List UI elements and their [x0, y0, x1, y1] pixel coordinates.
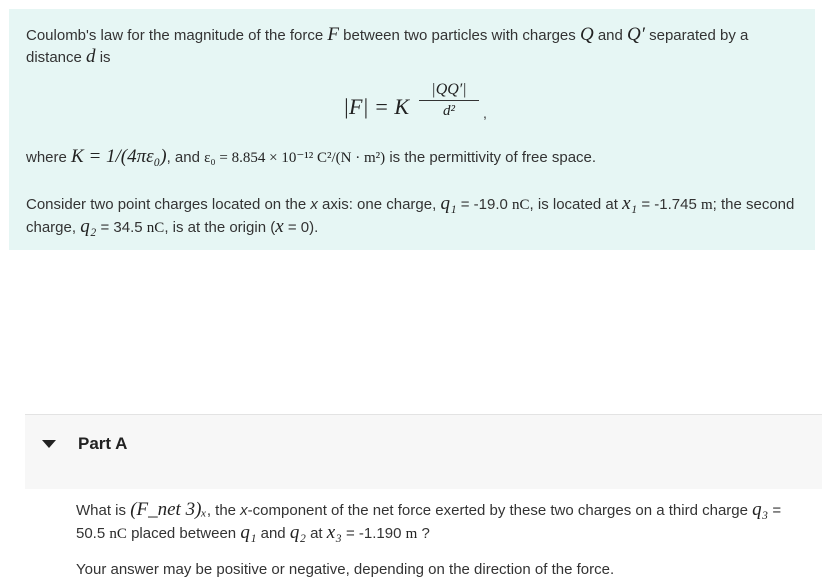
unit-m: m: [700, 197, 713, 213]
axis-x: x: [240, 502, 248, 519]
unit-nC: nC: [109, 526, 127, 542]
var-Q: Q: [579, 24, 594, 45]
question-text: What is: [76, 502, 127, 519]
coulomb-law-paragraph: [26, 24, 801, 68]
equation-fraction: [419, 81, 479, 120]
var-fnet3-x: (F_net 3)ₓ: [130, 499, 207, 520]
intro-text: is the permittivity of free space.: [389, 149, 597, 166]
question-text: , the: [206, 502, 236, 519]
intro-text: separated by a distance: [26, 27, 749, 66]
var-x3: x₃: [326, 522, 342, 543]
constants-paragraph: [26, 146, 801, 169]
equation-comma: ,: [483, 105, 487, 121]
question-text: at: [310, 525, 323, 542]
part-a-header[interactable]: [25, 414, 822, 489]
intro-text: between two particles with charges: [343, 27, 576, 44]
unit-nC: nC: [146, 220, 165, 236]
part-a-note: Your answer may be positive or negative, depending on the direction of the force.: [76, 561, 615, 578]
q3-value: = 50.5: [76, 502, 782, 542]
q2-value: = 34.5: [100, 219, 143, 236]
intro-text: ; the second charge,: [26, 196, 795, 236]
unit-m: m: [405, 526, 418, 542]
axis-x: x: [310, 196, 318, 213]
intro-text: Consider two point charges located on the: [26, 196, 307, 213]
var-q3: q₃: [752, 499, 769, 520]
var-q2: q₂: [80, 216, 97, 237]
var-q1: q₁: [240, 522, 257, 543]
intro-text: = 0).: [287, 219, 319, 236]
equation-lhs: |F| = K: [343, 94, 410, 119]
var-Q-prime: Q′: [627, 24, 645, 45]
intro-text: axis: one charge,: [322, 196, 437, 213]
problem-intro-panel: [9, 9, 815, 250]
question-text: placed between: [131, 525, 237, 542]
question-text: and: [260, 525, 286, 542]
intro-text: , is at the origin (: [164, 219, 276, 236]
var-F: F: [327, 24, 339, 45]
part-a-title[interactable]: Part A: [78, 434, 128, 453]
k-definition: K = 1/(4πε₀): [71, 146, 167, 167]
q1-value: = -19.0: [460, 196, 508, 213]
collapse-caret-icon[interactable]: [42, 440, 56, 448]
intro-text: , and: [166, 149, 200, 166]
x1-value: = -1.745: [641, 196, 697, 213]
var-x1: x₁: [622, 193, 638, 214]
var-d: d: [86, 46, 96, 67]
charges-paragraph: [26, 193, 801, 239]
var-q2: q₂: [289, 522, 306, 543]
coulomb-equation: [339, 79, 539, 135]
part-a-question: [76, 499, 806, 545]
question-text: ?: [421, 525, 430, 542]
intro-text: , is located at: [529, 196, 618, 213]
intro-text: where: [26, 149, 67, 166]
intro-text: and: [597, 27, 623, 44]
var-x: x: [275, 216, 284, 237]
epsilon-definition: ε₀ = 8.854 × 10⁻¹² C²/(N · m²): [204, 150, 386, 166]
intro-text: Coulomb's law for the magnitude of the force: [26, 27, 324, 44]
unit-nC: nC: [512, 197, 530, 213]
var-q1: q₁: [440, 193, 457, 214]
intro-text: is: [99, 49, 111, 66]
equation-numerator: |QQ′|: [419, 81, 479, 101]
equation-denominator: d²: [443, 103, 455, 119]
x3-value: = -1.190: [346, 525, 402, 542]
question-text: -component of the net force exerted by these two charges on a third charge: [247, 502, 748, 519]
